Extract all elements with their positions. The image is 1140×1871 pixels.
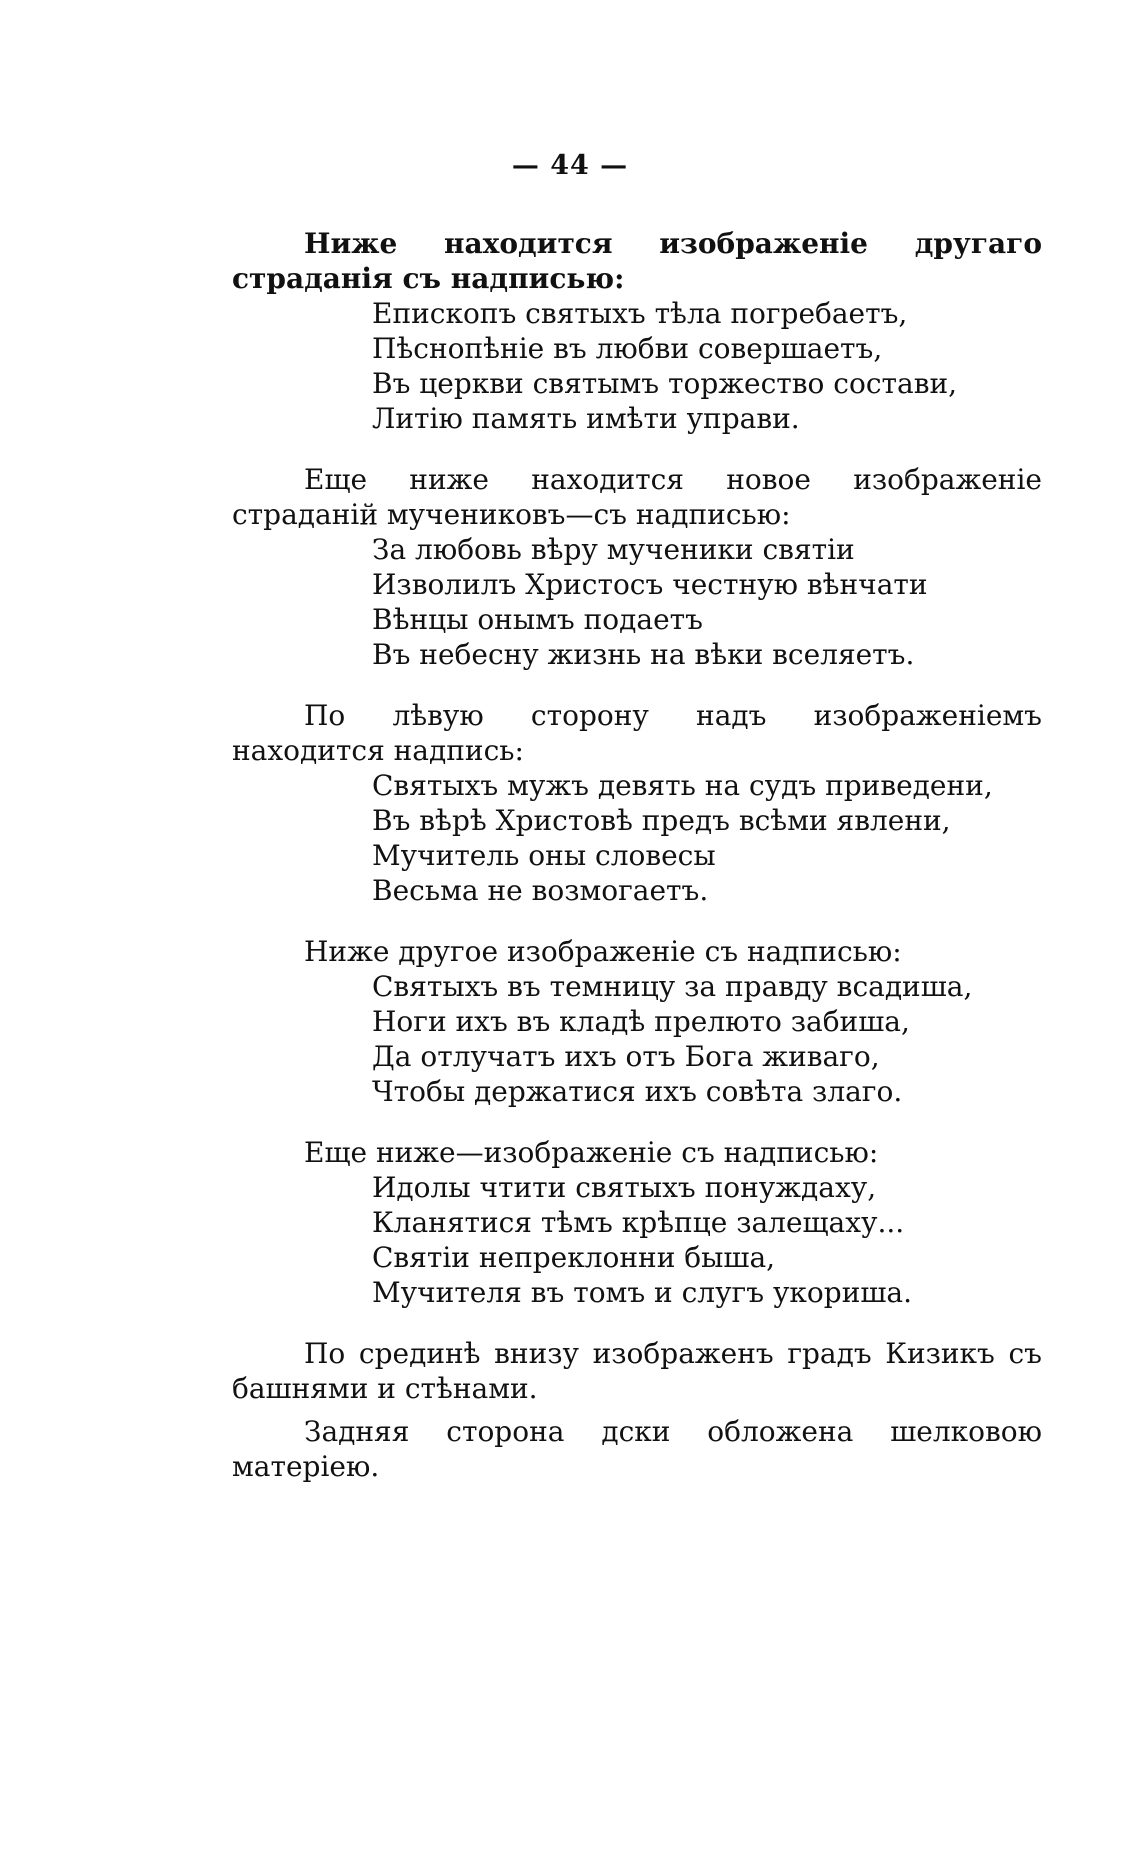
inscription-verse <box>372 532 1042 672</box>
section-intro: По лѣвую сторону надъ изображеніемъ находится надпись: <box>232 699 1042 767</box>
verse-line: Изволилъ Христосъ честную вѣнчати <box>372 568 928 601</box>
inscription-section-1 <box>232 226 1042 436</box>
verse-line: Святыхъ мужъ девять на судъ приведени, <box>372 769 993 802</box>
section-intro: Еще ниже—изображеніе съ надписью: <box>304 1136 879 1169</box>
section-intro: Еще ниже находится новое изображеніе страданій мучениковъ—съ надписью: <box>232 463 1042 531</box>
verse-line: Весьма не возмогаетъ. <box>372 874 709 907</box>
verse-line: Вѣнцы онымъ подаетъ <box>372 603 703 636</box>
verse-line: Святыхъ въ темницу за правду всадиша, <box>372 970 973 1003</box>
verse-line: Кланятися тѣмъ крѣпце залещаху... <box>372 1206 905 1239</box>
page-body <box>232 226 1042 1484</box>
verse-line: Пѣснопѣніе въ любви совершаетъ, <box>372 332 883 365</box>
verse-line: Литію память имѣти управи. <box>372 402 800 435</box>
verse-line: Да отлучатъ ихъ отъ Бога живаго, <box>372 1040 880 1073</box>
verse-line: Ноги ихъ въ кладѣ прелюто забиша, <box>372 1005 910 1038</box>
closing-paragraph: По срединѣ внизу изображенъ градъ Кизикъ съ башнями и стѣнами. <box>232 1337 1042 1405</box>
verse-line: Идолы чтити святыхъ понуждаху, <box>372 1171 877 1204</box>
verse-line: Епископъ святыхъ тѣла погребаетъ, <box>372 297 908 330</box>
verse-line: Мучитель оны словесы <box>372 839 716 872</box>
closing-paragraph: Задняя сторона дски обложена шелковою матеріею. <box>232 1415 1042 1483</box>
verse-line: Мучителя въ томъ и слугъ укориша. <box>372 1276 912 1309</box>
inscription-verse <box>372 1170 1042 1310</box>
inscription-verse <box>372 768 1042 908</box>
inscription-section-5 <box>232 1135 1042 1310</box>
verse-line: За любовь вѣру мученики святіи <box>372 533 855 566</box>
inscription-section-4 <box>232 934 1042 1109</box>
verse-line: Въ церкви святымъ торжество состави, <box>372 367 958 400</box>
page-number: — 44 — <box>511 150 629 181</box>
inscription-verse <box>372 296 1042 436</box>
verse-line: Святіи непреклонни быша, <box>372 1241 776 1274</box>
verse-line: Въ вѣрѣ Христовѣ предъ всѣми явлени, <box>372 804 951 837</box>
verse-line: Въ небесну жизнь на вѣки вселяетъ. <box>372 638 915 671</box>
section-intro: Ниже другое изображеніе съ надписью: <box>304 935 902 968</box>
inscription-section-3 <box>232 698 1042 908</box>
verse-line: Чтобы держатися ихъ совѣта злаго. <box>372 1075 903 1108</box>
inscription-section-2 <box>232 462 1042 672</box>
section-intro: Ниже находится изображеніе другаго страданія съ надписью: <box>232 227 1042 295</box>
inscription-verse <box>372 969 1042 1109</box>
